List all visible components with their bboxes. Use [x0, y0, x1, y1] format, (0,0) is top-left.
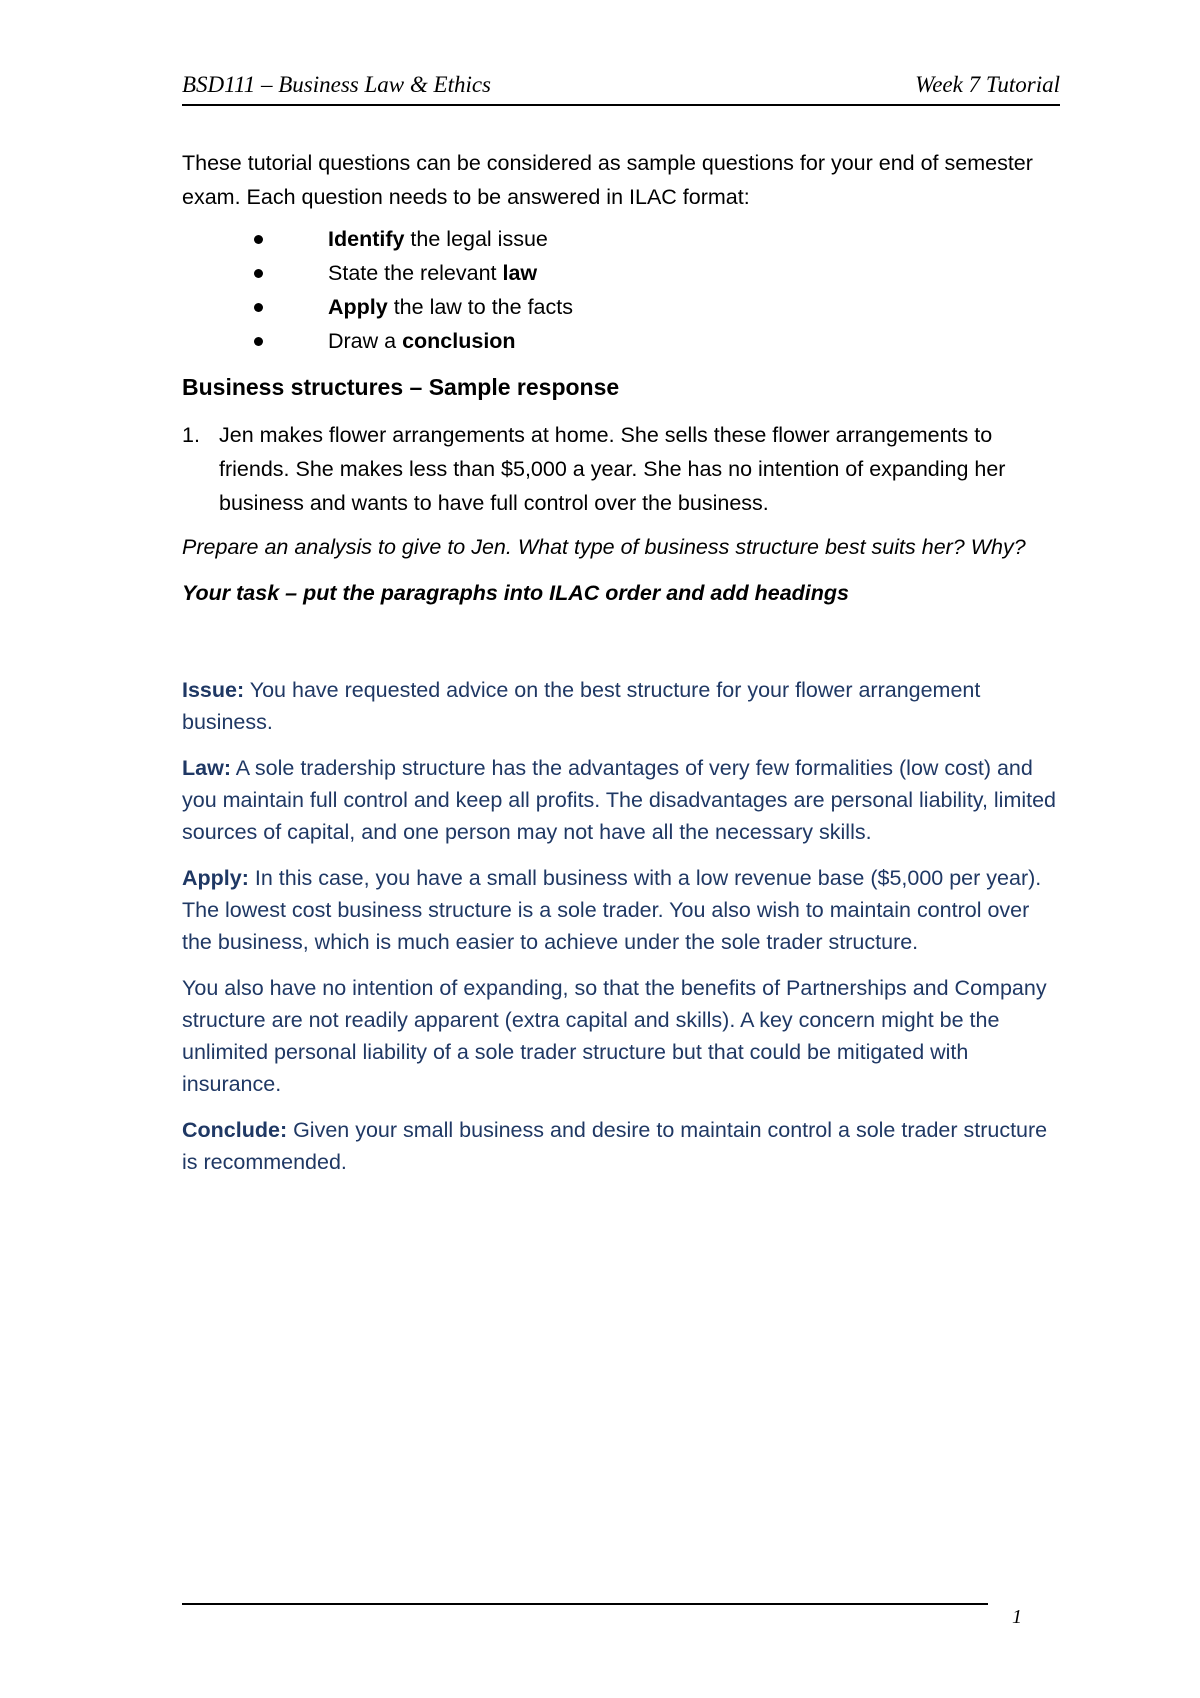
question-number: 1. [182, 423, 200, 447]
question-text: Jen makes flower arrangements at home. She sells these flower arrangements to friends. She makes less than $5,000 a year. She has no intention of expanding her business and wants to have full control over the business. [219, 423, 1006, 515]
page-header [182, 70, 1060, 106]
list-item-bold: law [502, 261, 538, 285]
answer-label: Issue: [182, 678, 245, 702]
intro-paragraph: These tutorial questions can be considered as sample questions for your end of semester exam. Each question needs to be answered in ILAC format: [182, 151, 1033, 209]
bullet-icon [254, 337, 263, 346]
header-week-label: Week 7 Tutorial [915, 72, 1060, 97]
page-number: 1 [1012, 1606, 1022, 1628]
list-item [182, 256, 1062, 290]
section-heading: Business structures – Sample response [182, 374, 620, 400]
answer-apply-continued [182, 972, 1062, 1100]
footer-divider [182, 1603, 988, 1605]
list-item-text: Draw a [328, 329, 403, 353]
header-course-title: BSD111 – Business Law & Ethics [182, 72, 492, 97]
list-item-bold: Identify [328, 227, 405, 251]
list-item [182, 324, 1062, 358]
answer-text: You have requested advice on the best structure for your flower arrangement business. [182, 678, 981, 734]
task-instruction: Your task – put the paragraphs into ILAC order and add headings [182, 581, 849, 605]
task-prompt: Prepare an analysis to give to Jen. What type of business structure best suits her? Why? [182, 535, 1026, 559]
ilac-list [182, 222, 1062, 358]
list-item-text: State the relevant [328, 261, 503, 285]
list-item-bold: conclusion [402, 329, 516, 353]
list-item-text: the law to the facts [387, 295, 573, 319]
answer-issue [182, 674, 1062, 738]
answer-label: Law: [182, 756, 231, 780]
bullet-icon [254, 235, 263, 244]
list-item-bold: Apply [328, 295, 388, 319]
bullet-icon [254, 269, 263, 278]
bullet-icon [254, 303, 263, 312]
answer-text: Given your small business and desire to maintain control a sole trader structure is recommended. [182, 1118, 1048, 1174]
list-item-text: the legal issue [404, 227, 548, 251]
answer-text: A sole tradership structure has the advantages of very few formalities (low cost) and you maintain full control and keep all profits. The disadvantages are personal liability, limited sources of capital, and one person may not have all the necessary skills. [182, 756, 1057, 844]
list-item [182, 222, 1062, 256]
question-1 [182, 418, 1062, 520]
list-item [182, 290, 1062, 324]
answer-label: Apply: [182, 866, 249, 890]
answer-text: In this case, you have a small business with a low revenue base ($5,000 per year). The lowest cost business structure is a sole trader. You also wish to maintain control over the business, which is much easier to achieve under the sole trader structure. [182, 866, 1042, 954]
answer-text: You also have no intention of expanding, so that the benefits of Partnerships and Company structure are not readily apparent (extra capital and skills). A key concern might be the unlimited personal liability of a sole trader structure but that could be mitigated with insurance. [182, 976, 1047, 1096]
answer-label: Conclude: [182, 1118, 288, 1142]
document-body [182, 146, 1062, 1178]
answer-conclude [182, 1114, 1062, 1178]
answer-apply [182, 862, 1062, 958]
answer-law [182, 752, 1062, 848]
